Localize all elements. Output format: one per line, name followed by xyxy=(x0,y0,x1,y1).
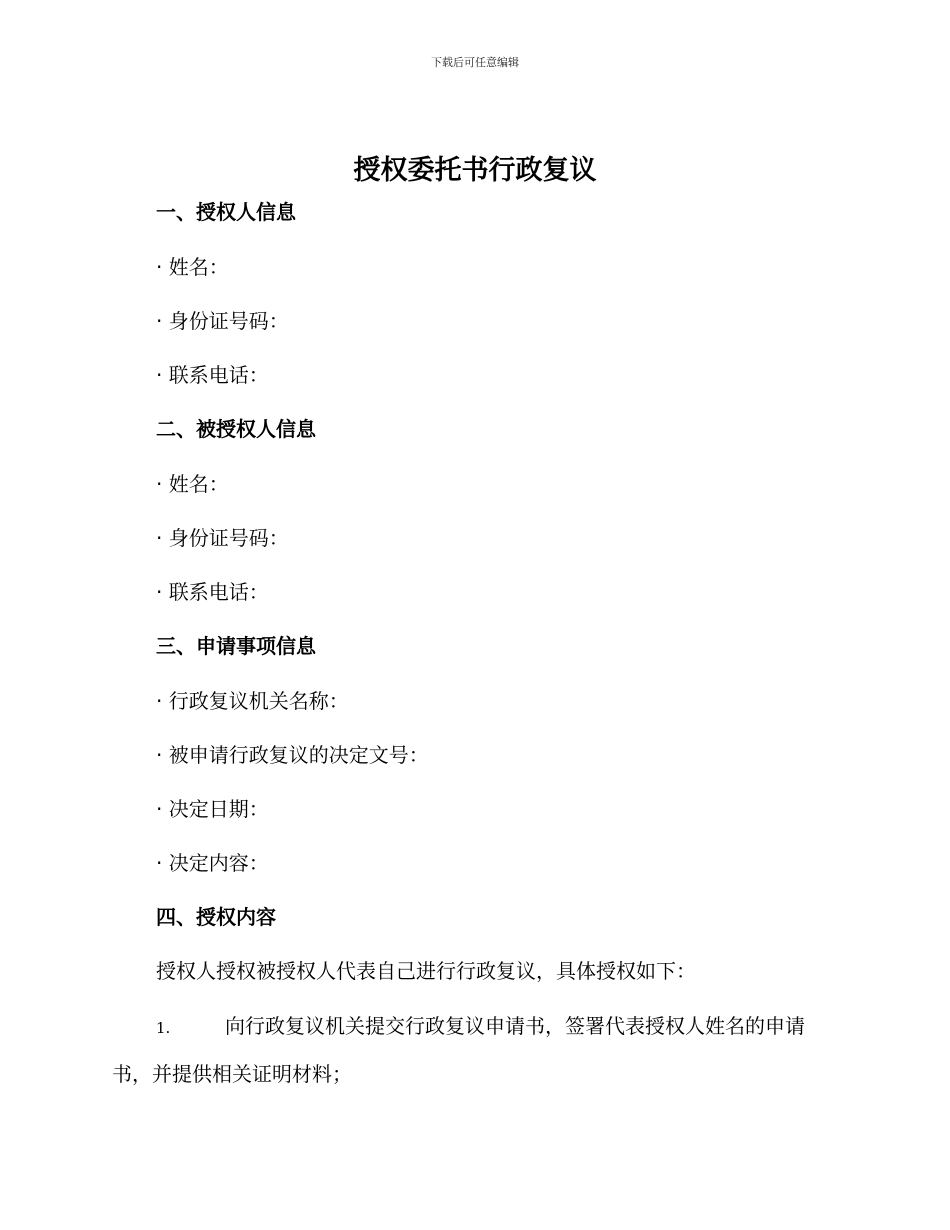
field-grantor-phone: · 联系电话： xyxy=(156,363,269,387)
field-grantor-name: · 姓名： xyxy=(156,255,229,279)
field-decision-date: · 决定日期： xyxy=(156,797,269,821)
field-grantee-phone: · 联系电话： xyxy=(156,580,269,604)
numbered-item-number: 1. xyxy=(156,1019,171,1037)
numbered-item xyxy=(112,1003,842,1097)
section-heading-authorization: 四、授权内容 xyxy=(156,905,276,929)
section-heading-application: 三、申请事项信息 xyxy=(156,634,316,658)
field-review-authority: · 行政复议机关名称： xyxy=(156,689,349,713)
field-grantee-id: · 身份证号码： xyxy=(156,526,289,550)
field-grantee-name: · 姓名： xyxy=(156,472,229,496)
header-note: 下载后可任意编辑 xyxy=(431,56,519,69)
numbered-item-text: 向行政复议机关提交行政复议申请书，签署代表授权人姓名的申请书，并提供相关证明材料； xyxy=(112,1014,805,1086)
section-heading-grantee: 二、被授权人信息 xyxy=(156,417,316,441)
field-decision-content: · 决定内容： xyxy=(156,851,269,875)
field-grantor-id: · 身份证号码： xyxy=(156,309,289,333)
section-heading-grantor: 一、授权人信息 xyxy=(156,200,296,224)
field-decision-number: · 被申请行政复议的决定文号： xyxy=(156,743,429,767)
authorization-intro: 授权人授权被授权人代表自己进行行政复议，具体授权如下： xyxy=(156,959,696,983)
document-title: 授权委托书行政复议 xyxy=(353,155,597,186)
